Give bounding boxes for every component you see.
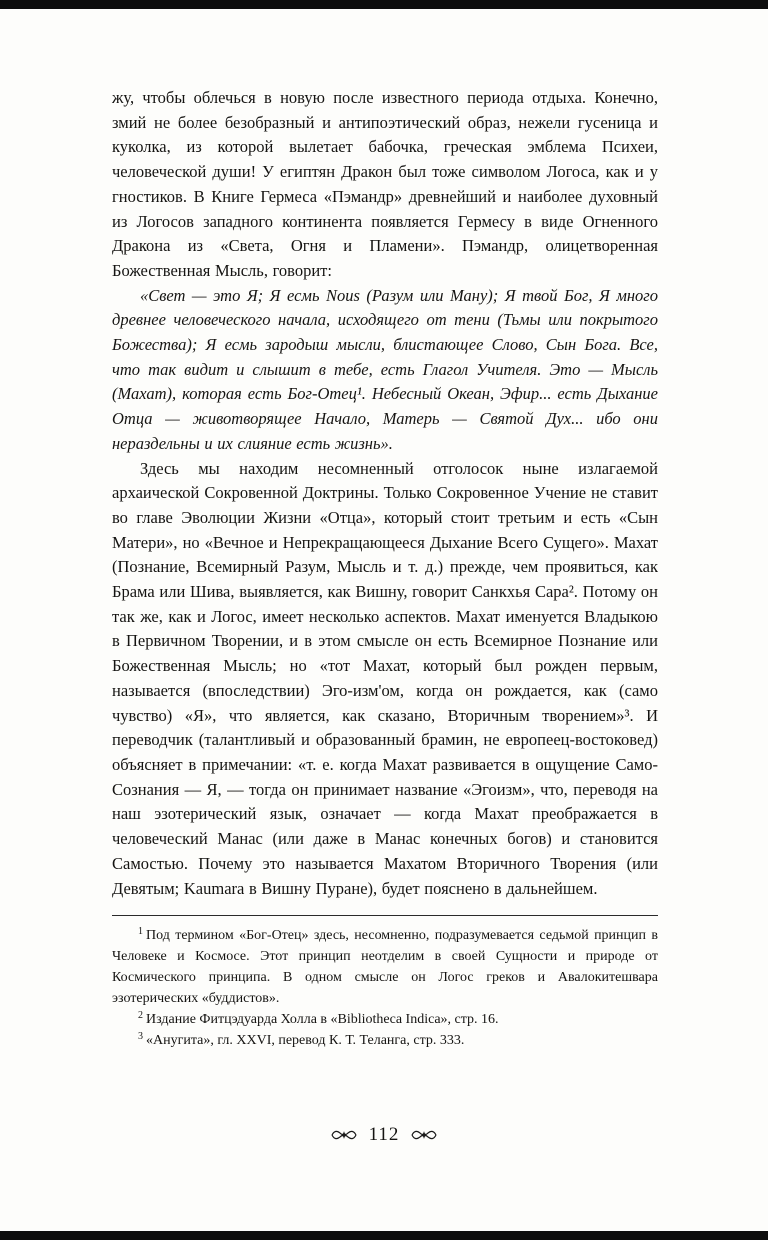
scan-edge-bottom xyxy=(0,1231,768,1240)
footnote xyxy=(112,925,658,1009)
footnote-marker: 3 xyxy=(138,1030,143,1042)
paragraph-quote-italic: «Свет — это Я; Я есмь Nous (Разум или Ману); Я твой Бог, Я много древнее человеческого начала, исходящего от тени (Тьмы или покрытого Божества); Я есмь зародыш мысли, блистающее Слово, Сын Бога. Все, что так видит и слышит в тебе, есть Глагол Учителя. Это — Мысль (Махат), которая есть Бог-Отец¹. Небесный Океан, Эфир... есть Дыхание Отца — животворящее Начало, Матерь — Святой Дух... ибо они нераздельны и их слияние есть жизнь». xyxy=(112,285,658,453)
footer-ornament-right-icon xyxy=(411,1128,437,1142)
footnote-marker: 1 xyxy=(138,925,143,937)
page-footer xyxy=(0,1124,768,1148)
paragraph-continuation: жу, чтобы облечься в новую после известного периода отдыха. Конечно, змий не более безобразный и антипоэтический образ, нежели гусеница и куколка, из которой вылетает бабочка, греческая эмблема Психеи, человеческой души! У египтян Дракон был тоже символом Логоса, как и у гностиков. В Книге Гермеса «Пэмандр» древнейший и наиболее духовный из Логосов западного континента появляется Гермесу в виде Огненного Дракона из «Света, Огня и Пламени». Пэмандр, олицетворенная Божественная Мысль, говорит: xyxy=(112,88,658,280)
footnote xyxy=(112,1009,658,1030)
footnote xyxy=(112,1030,658,1051)
footnotes-section xyxy=(112,915,658,1051)
text-column xyxy=(112,86,658,1051)
footnote-text: Под термином «Бог-Отец» здесь, несомненно, подразумевается седьмой принцип в Человеке и Космосе. Этот принцип неотделим в своей Сущности и природе от Космического принципа. В одном смысле он Логос греков и Авалокитешвара эзотерических «буддистов». xyxy=(112,928,658,1007)
footnote-text: Издание Фитцэдуарда Холла в «Bibliotheca Indica», стр. 16. xyxy=(146,1012,499,1028)
footnote-text: «Анугита», гл. XXVI, перевод К. Т. Теланга, стр. 333. xyxy=(146,1033,465,1049)
page-number: 112 xyxy=(368,1124,400,1145)
paragraph-body: Здесь мы находим несомненный отголосок ныне излагаемой архаической Сокровенной Доктрины. Только Сокровенное Учение не ставит во главе Эволюции Жизни «Отца», который стоит третьим и есть «Сын Матери», но «Вечное и Непрекращающееся Дыхание Всего Сущего». Махат (Познание, Всемирный Разум, Мысль и т. д.) прежде, чем проявиться, как Брама или Шива, выявляется, как Вишну, говорит Санкхья Сара². Потому он так же, как и Логос, имеет несколько аспектов. Махат именуется Владыкою в Первичном Творении, и в этом смысле он есть Всемирное Познание или Божественная Мысль; но «тот Махат, который был рожден первым, называется (впоследствии) Эго-изм'ом, когда он рождается, как (само чувство) «Я», что является, как сказано, Вторичным творением»³. И переводчик (талантливый и образованный брамин, не европеец-востоковед) объясняет в примечании: «т. е. когда Махат развивается в ощущение Само-Сознания — Я, — тогда он принимает название «Эгоизм», что, переводя на наш эзотерический язык, означает — когда Махат преображается в человеческий Манас (или даже в Манас конечных богов) и становится Самостью. Почему это называется Махатом Вторичного Творения (или Девятым; Kaumara в Вишну Пуране), будет пояснено в дальнейшем. xyxy=(112,458,658,898)
footnote-marker: 2 xyxy=(138,1009,143,1021)
footer-ornament-left-icon xyxy=(331,1128,357,1142)
scan-edge-top xyxy=(0,0,768,9)
